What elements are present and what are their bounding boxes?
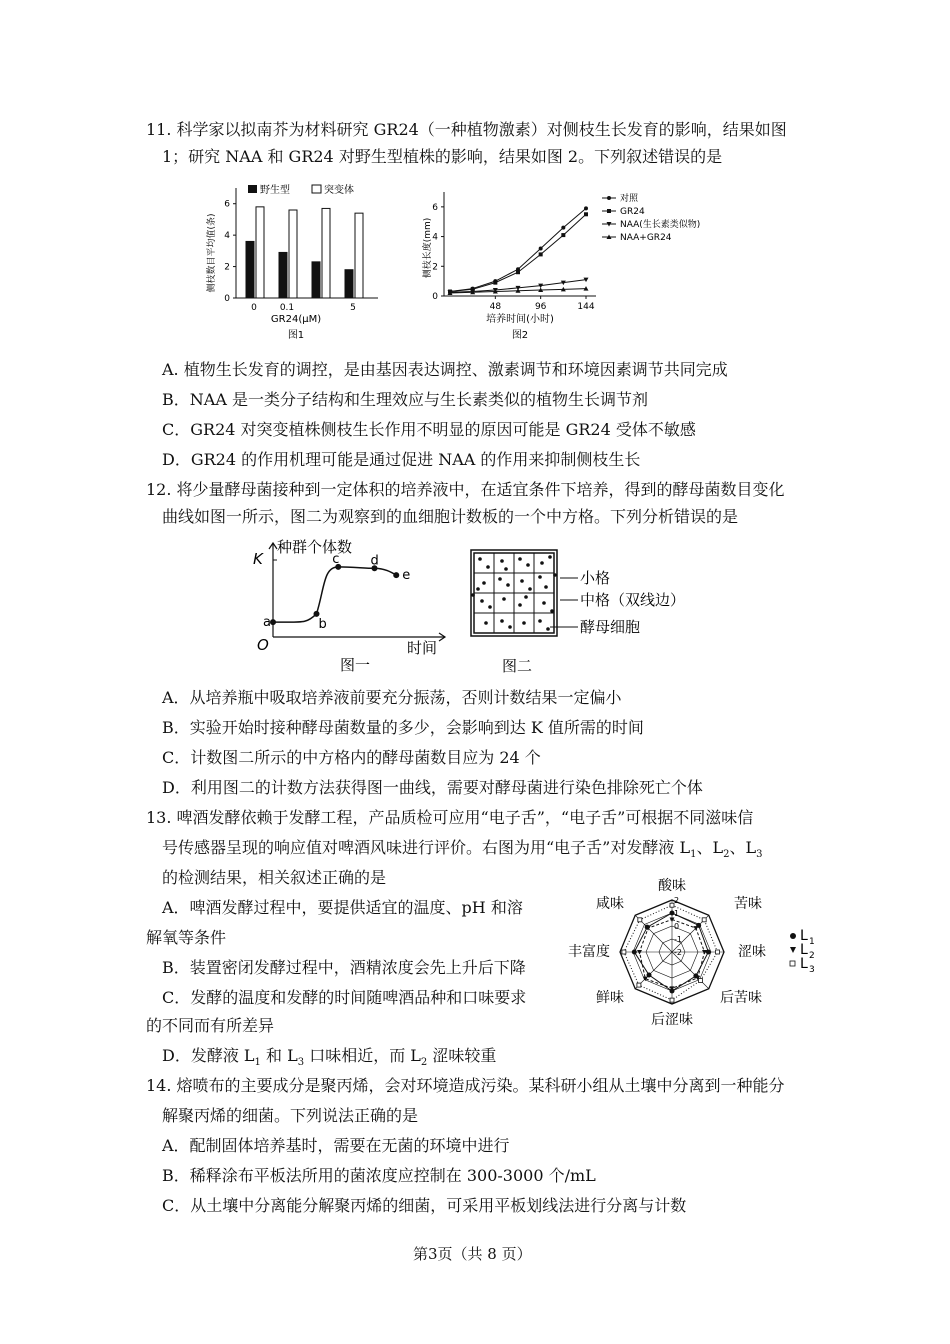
bar-mutant — [355, 213, 363, 298]
radar-tick-label: 2 — [674, 896, 680, 905]
radar-legend-marker — [790, 961, 795, 966]
yeast-cell — [486, 565, 490, 569]
radar-legend-label: L — [800, 928, 808, 944]
fig2-ytick-label: 4 — [432, 232, 438, 243]
label-yeast-cell: 酵母细胞 — [580, 618, 641, 636]
radar-axis-label: 酸味 — [658, 878, 686, 894]
fig2-ytick-label: 6 — [432, 202, 438, 213]
yeast-cell — [526, 563, 530, 567]
radar-axis-label: 后苦味 — [720, 990, 762, 1006]
fig2-legend-label: NAA(生长素类似物) — [620, 220, 701, 230]
fig2-series-line — [450, 208, 586, 291]
growth-curve — [273, 567, 396, 622]
fig2-point — [584, 206, 588, 210]
yeast-cell — [506, 583, 510, 587]
q14-option-b: B．稀释涂布平板法所用的菌浓度应控制在 300-3000 个/mL — [162, 1166, 596, 1185]
label-medium-cell: 中格（双线边） — [580, 591, 686, 609]
q14-option-c: C．从土壤中分离能分解聚丙烯的细菌，可采用平板划线法进行分离与计数 — [162, 1196, 687, 1215]
fig-radar-chart — [560, 872, 830, 1032]
yeast-cell — [502, 597, 506, 601]
radar-point — [698, 978, 702, 982]
fig1-ylabel: 侧枝数目平均值(条) — [207, 213, 217, 293]
growth-k-label: K — [253, 550, 263, 568]
yeast-cell — [538, 619, 542, 623]
radar-legend-subscript: 3 — [809, 965, 815, 975]
yeast-cell — [520, 579, 524, 583]
q11-stem-line1: 11. 科学家以拟南芥为材料研究 GR24（一种植物激素）对侧枝生长发育的影响，结果如图 — [146, 120, 787, 139]
fig2-caption: 图2 — [511, 330, 529, 341]
growth-point-label: b — [318, 616, 327, 632]
growth-point-label: d — [370, 553, 379, 569]
fig2-line-chart — [410, 178, 740, 348]
radar-point — [702, 918, 706, 922]
legend-wild-label: 野生型 — [260, 185, 290, 196]
yeast-cell — [476, 587, 480, 591]
bar-mutant — [289, 210, 297, 298]
hemocytometer-caption: 图二 — [502, 657, 533, 675]
fig2-ytick-label: 2 — [432, 262, 438, 273]
radar-legend-marker — [790, 933, 796, 939]
yeast-cell — [518, 603, 522, 607]
q12-option-c: C．计数图二所示的中方格内的酵母菌数目应为 24 个 — [162, 748, 541, 767]
radar-axis-label: 苦味 — [734, 896, 762, 912]
q12-stem-line2: 曲线如图一所示，图二为观察到的血细胞计数板的一个中方格。下列分析错误的是 — [162, 507, 739, 526]
fig-hemocytometer — [468, 545, 698, 675]
radar-point — [670, 911, 675, 916]
fig2-ytick-label: 0 — [432, 292, 438, 302]
growth-origin-label: O — [257, 636, 269, 654]
fig2-legend-marker — [607, 196, 611, 200]
fig2-point — [561, 233, 565, 237]
q13-option-a-line2: 解氧等条件 — [146, 928, 227, 947]
fig-growth-curve — [245, 535, 455, 685]
bar-mutant — [322, 208, 330, 298]
q13-option-b: B．装置密闭发酵过程中，酒精浓度会先上升后下降 — [162, 958, 526, 977]
fig1-ytick-label: 0 — [224, 294, 230, 304]
yeast-cell — [528, 587, 532, 591]
q12-stem-line1: 12. 将少量酵母菌接种到一定体积的培养液中，在适宜条件下培养，得到的酵母菌数目变化 — [146, 480, 785, 499]
bar-wild — [279, 252, 287, 298]
yeast-cell — [518, 557, 522, 561]
fig2-point — [516, 270, 520, 274]
yeast-cell — [508, 625, 512, 629]
fig1-xtick-label: 0 — [251, 303, 257, 313]
yeast-cell — [478, 557, 482, 561]
fig2-legend-label: NAA+GR24 — [620, 233, 672, 243]
fig2-point — [493, 281, 497, 285]
growth-xlabel: 时间 — [407, 639, 438, 657]
radar-legend-subscript: 2 — [809, 951, 815, 961]
yeast-cell — [542, 601, 546, 605]
fig1-xtick-label: 0.1 — [279, 303, 295, 313]
growth-caption: 图一 — [340, 656, 371, 674]
radar-point — [622, 950, 626, 954]
fig2-point — [539, 246, 543, 250]
q13-stem-line3: 的检测结果，相关叙述正确的是 — [162, 868, 387, 887]
yeast-cell — [480, 599, 484, 603]
fig1-xtick-label: 5 — [350, 303, 356, 313]
q11-option-c: C．GR24 对突变植株侧枝生长作用不明显的原因可能是 GR24 受体不敏感 — [162, 420, 696, 439]
radar-point — [637, 983, 641, 987]
radar-tick-label: -2 — [674, 948, 682, 957]
radar-point — [670, 903, 674, 907]
q13-stem-line1: 13. 啤酒发酵依赖于发酵工程，产品质检可应用“电子舌”，“电子舌”可根据不同滋味信 — [146, 808, 754, 827]
fig2-xtick-label: 48 — [489, 302, 502, 312]
q11-stem-line2: 1；研究 NAA 和 GR24 对野生型植株的影响，结果如图 2。下列叙述错误的是 — [162, 147, 723, 166]
radar-legend-label: L — [800, 942, 808, 958]
q13-stem-line2: 号传感器呈现的响应值对啤酒风味进行评价。右图为用“电子舌”对发酵液 $L_1$、$L_2$、$L_3$ — [162, 838, 763, 861]
page-footer: 第3页（共 8 页） — [413, 1245, 532, 1263]
yeast-cell — [548, 555, 552, 559]
fig2-ylabel: 侧枝长度(mm) — [423, 217, 433, 279]
radar-point — [716, 950, 720, 954]
q12-option-a: A．从培养瓶中吸取培养液前要充分振荡，否则计数结果一定偏小 — [162, 688, 622, 707]
q13-option-c-line1: C．发酵的温度和发酵的时间随啤酒品种和口味要求 — [162, 988, 527, 1007]
q14-option-a: A．配制固体培养基时，需要在无菌的环境中进行 — [162, 1136, 510, 1155]
yeast-cell — [524, 595, 528, 599]
radar-axis-label: 丰富度 — [568, 944, 610, 960]
yeast-cell — [522, 621, 526, 625]
yeast-cell — [538, 575, 542, 579]
q14-stem-line1: 14. 熔喷布的主要成分是聚丙烯，会对环境造成污染。某科研小组从土壤中分离到一种能分 — [146, 1076, 785, 1095]
fig1-caption: 图1 — [287, 330, 305, 341]
fig2-legend-label: 对照 — [620, 194, 639, 204]
yeast-cell — [484, 621, 488, 625]
fig2-point — [561, 226, 565, 230]
growth-point-label: e — [402, 568, 411, 584]
radar-legend-label: L — [800, 956, 808, 972]
radar-axis-label: 涩味 — [738, 944, 766, 960]
fig1-ytick-label: 2 — [224, 262, 230, 273]
yeast-cell — [546, 627, 550, 631]
radar-axis-label: 后涩味 — [651, 1012, 693, 1028]
growth-point-label: a — [263, 615, 271, 631]
growth-point-label: c — [332, 551, 340, 567]
bar-mutant — [256, 207, 264, 298]
legend-wild-swatch — [248, 185, 257, 193]
yeast-cell — [540, 561, 544, 565]
radar-point — [670, 998, 674, 1002]
bar-wild — [246, 241, 254, 298]
fig2-point — [539, 252, 543, 256]
q11-option-d: D．GR24 的作用机理可能是通过促进 NAA 的作用来抑制侧枝生长 — [162, 450, 641, 469]
yeast-cell — [471, 593, 475, 597]
radar-axis-label: 咸味 — [596, 896, 624, 912]
q13-option-c-line2: 的不同而有所差异 — [146, 1016, 275, 1035]
growth-ylabel: 种群个体数 — [277, 538, 353, 556]
fig2-legend-marker — [607, 209, 611, 213]
radar-legend-subscript: 1 — [809, 937, 815, 947]
radar-legend-marker — [790, 947, 796, 953]
q12-option-d: D．利用图二的计数方法获得图一曲线，需要对酵母菌进行染色排除死亡个体 — [162, 778, 703, 797]
bar-wild — [312, 262, 320, 298]
yeast-cell — [553, 573, 557, 577]
fig2-legend-label: GR24 — [620, 207, 645, 217]
q11-option-a: A. 植物生长发育的调控，是由基因表达调控、激素调节和环境因素调节共同完成 — [162, 360, 728, 379]
yeast-cell — [500, 619, 504, 623]
q12-option-b: B．实验开始时接种酵母菌数量的多少，会影响到达 K 值所需的时间 — [162, 718, 644, 737]
radar-tick-label: 1 — [674, 909, 680, 918]
fig1-ytick-label: 6 — [224, 199, 230, 210]
yeast-cell — [488, 605, 492, 609]
fig2-xtick-label: 144 — [577, 302, 595, 312]
yeast-cell — [544, 585, 548, 589]
fig2-point — [584, 212, 588, 216]
yeast-cell — [504, 567, 508, 571]
fig1-bar-chart — [200, 178, 390, 348]
yeast-cell — [550, 609, 554, 613]
radar-tick-label: 0 — [674, 922, 680, 931]
fig1-xlabel: GR24(μM) — [270, 314, 322, 325]
fig1-ytick-label: 4 — [224, 231, 230, 242]
label-small-cell: 小格 — [580, 569, 611, 587]
yeast-cell — [500, 559, 504, 563]
legend-mutant-swatch — [312, 185, 321, 193]
radar-point — [638, 918, 642, 922]
q13-option-a-line1: A．啤酒发酵过程中，要提供适宜的温度、pH 和溶 — [162, 898, 523, 917]
q14-stem-line2: 解聚丙烯的细菌。下列说法正确的是 — [162, 1106, 419, 1125]
q13-option-d: D．发酵液 $L_1$ 和 $L_3$ 口味相近，而 $L_2$ 涩味较重 — [162, 1046, 497, 1069]
radar-axis-label: 鲜味 — [596, 990, 624, 1006]
yeast-cell — [498, 577, 502, 581]
q11-option-b: B．NAA 是一类分子结构和生理效应与生长素类似的植物生长调节剂 — [162, 390, 648, 409]
yeast-cell — [482, 581, 486, 585]
growth-point-e — [393, 572, 399, 578]
fig2-xtick-label: 96 — [534, 302, 547, 312]
fig2-xlabel: 培养时间(小时) — [486, 314, 554, 325]
legend-mutant-label: 突变体 — [324, 185, 354, 196]
radar-tick-label: -1 — [674, 935, 682, 944]
radar-point — [632, 950, 637, 955]
bar-wild — [345, 270, 353, 298]
